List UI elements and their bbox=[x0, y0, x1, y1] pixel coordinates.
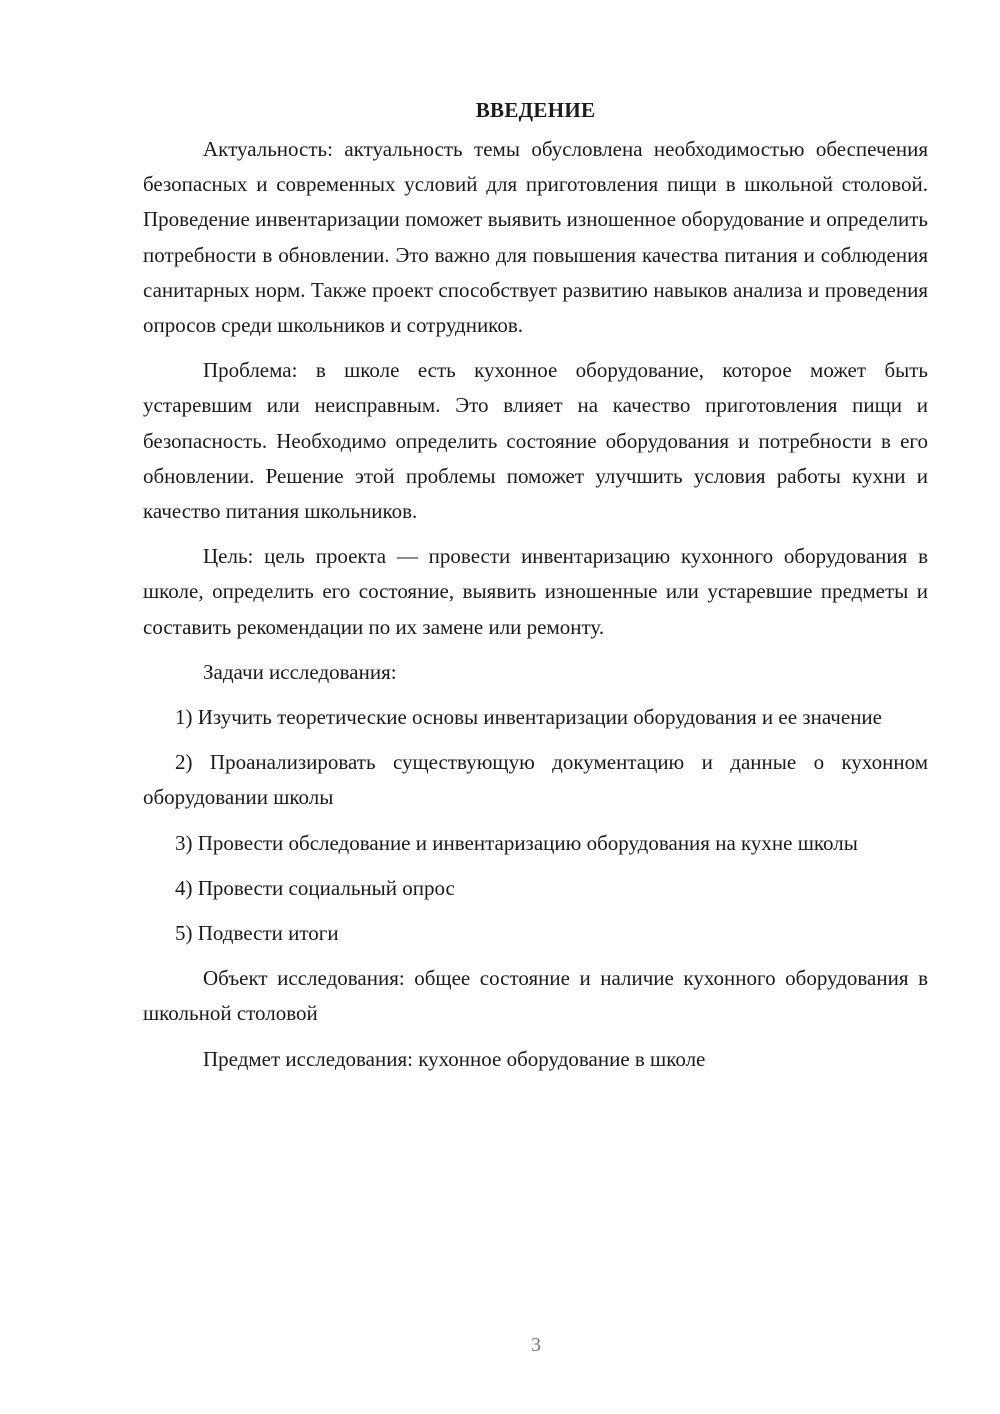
object-paragraph: Объект исследования: общее состояние и наличие кухонного оборудования в школьной столовой bbox=[143, 966, 928, 1026]
task-item-3: 3) Провести обследование и инвентаризацию оборудования на кухне школы bbox=[175, 830, 858, 855]
task-item-1: 1) Изучить теоретические основы инвентаризации оборудования и ее значение bbox=[175, 705, 882, 730]
problem-paragraph: Проблема: в школе есть кухонное оборудование, которое может быть устаревшим или неисправным. Это влияет на качество приготовления пищи и безопасность. Необходимо определить состояние оборудования и потребности в его обновлении. Решение этой проблемы поможет улучшить условия работы кухни и качество питания школьников. bbox=[143, 358, 928, 524]
task-item-4: 4) Провести социальный опрос bbox=[175, 875, 455, 900]
subject-paragraph: Предмет исследования: кухонное оборудование в школе bbox=[203, 1046, 706, 1071]
relevance-paragraph: Актуальность: актуальность темы обусловлена необходимостью обеспечения безопасных и современных условий для приготовления пищи в школьной столовой. Проведение инвентаризации поможет выявить изношенное оборудование и определить потребности в обновлении. Это важно для повышения качества питания и соблюдения санитарных норм. Также проект способствует развитию навыков анализа и проведения опросов среди школьников и сотрудников. bbox=[143, 137, 928, 338]
tasks-heading: Задачи исследования: bbox=[203, 659, 397, 684]
goal-paragraph: Цель: цель проекта — провести инвентаризацию кухонного оборудования в школе, определить его состояние, выявить изношенные или устаревшие предметы и составить рекомендации по их замене или ремонту. bbox=[143, 544, 928, 639]
task-item-5: 5) Подвести итоги bbox=[175, 921, 339, 946]
document-page bbox=[143, 93, 928, 1087]
section-title: ВВЕДЕНИЕ bbox=[475, 98, 596, 122]
page-number: 3 bbox=[531, 1334, 541, 1356]
task-item-2: 2) Проанализировать существующую документацию и данные о кухонном оборудовании школы bbox=[143, 750, 928, 810]
